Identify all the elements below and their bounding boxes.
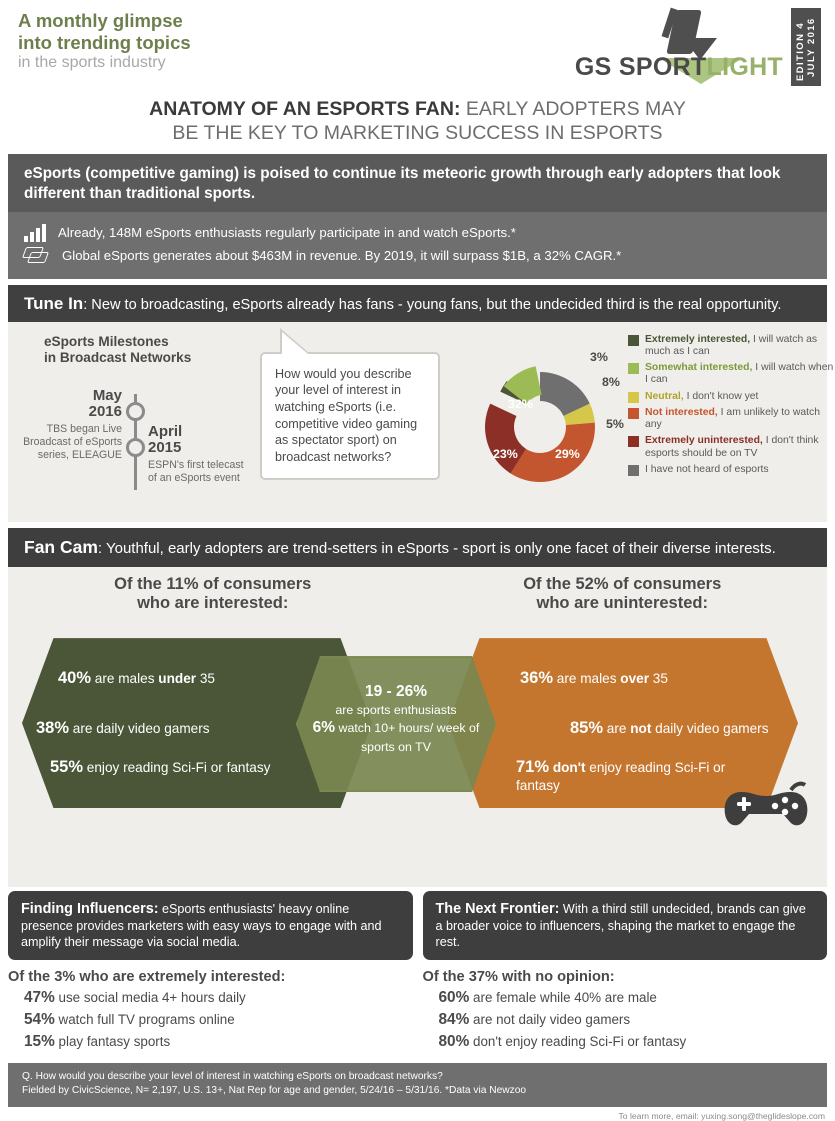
- bottom-left-heading: Of the 3% who are extremely interested:: [8, 969, 286, 986]
- tagline-line-1: A monthly glimpse: [18, 10, 183, 31]
- pie-label-not-heard: 32%: [508, 396, 533, 411]
- tunein-header: [8, 285, 827, 322]
- intro-stats: [8, 212, 827, 279]
- bottom-left-item-num: 15%: [24, 1033, 55, 1051]
- bottom-left-item: [24, 989, 413, 1007]
- legend-label-bold: Extremely interested,: [645, 333, 751, 345]
- tagline-line-2: into trending topics: [18, 31, 191, 53]
- legend-label-rest: I will watch when I can: [645, 362, 834, 386]
- pie-label-somewhat-interested: 8%: [602, 374, 620, 389]
- finding-influencers-text: eSports enthusiasts' heavy online presence provides marketers with easy ways to engage with and amplify their message via social media.: [21, 901, 382, 950]
- bottom-right-item-num: 60%: [438, 989, 470, 1007]
- timeline-dot: [126, 438, 145, 457]
- brand-block: [533, 8, 821, 86]
- bar-chart-icon: [24, 224, 46, 242]
- legend-label-rest: I am unlikely to watch any: [645, 406, 820, 431]
- next-frontier-title: The Next Frontier:: [435, 900, 560, 917]
- footer-contact: To learn more, email: yuxing.song@theglideslope.com: [618, 1110, 825, 1121]
- bottom-left-column: [8, 891, 413, 1056]
- milestone-date-l2: 2016: [88, 402, 122, 420]
- bottom-right-item: [439, 1033, 828, 1051]
- bottom-right-item-text: don't enjoy reading Sci-Fi or fantasy: [469, 1034, 687, 1050]
- venn-right-item-text: don't enjoy reading Sci-Fi or fantasy: [516, 760, 726, 793]
- fancam-text: : Youthful, early adopters are trend-setters in eSports - sport is only one facet of their diverse interests.: [97, 539, 776, 557]
- venn-left-item: [50, 757, 280, 778]
- legend-item: [628, 464, 834, 476]
- stat-text: Already, 148M eSports enthusiasts regularly participate in and watch eSports.*: [58, 225, 516, 240]
- bottom-left-item-num: 47%: [24, 989, 55, 1007]
- bottom-right-heading: Of the 37% with no opinion:: [422, 969, 615, 986]
- fancam-label: Fan Cam: [24, 536, 98, 557]
- fancam-left-heading-l2: who are interested:: [137, 594, 289, 613]
- legend-item: [628, 435, 834, 460]
- venn-overlap-text-2: watch 10+ hours/ week of sports on TV: [335, 721, 480, 754]
- bottom-right-item-text: are not daily video gamers: [469, 1012, 631, 1028]
- brand-title: [575, 53, 783, 82]
- pie-label-extremely-uninterested: 23%: [493, 446, 518, 461]
- tunein-label: Tune In: [24, 293, 84, 313]
- legend-label-rest: I don't think esports should be on TV: [645, 435, 819, 459]
- milestones-title-l2: in Broadcast Networks: [44, 349, 192, 365]
- interest-donut-chart: [460, 342, 630, 502]
- spotlight-lamp-icon: [533, 8, 783, 86]
- legend-label-rest: I don't know yet: [683, 390, 759, 402]
- bottom-left-item-text: watch full TV programs online: [54, 1012, 235, 1028]
- milestones-timeline: [22, 366, 252, 516]
- milestone-date-l2: 2015: [148, 438, 182, 456]
- legend-swatch: [628, 363, 639, 374]
- venn-left-item-num: 55%: [50, 758, 84, 777]
- bottom-right-item: [439, 1011, 828, 1029]
- edition-date: JULY 2016: [806, 17, 817, 77]
- fancam-panel: [8, 567, 827, 887]
- legend-label-rest: I have not heard of esports: [645, 463, 769, 475]
- venn-left-item: [58, 668, 298, 689]
- bottom-left-item-text: use social media 4+ hours daily: [54, 990, 246, 1006]
- fancam-right-heading-l1: Of the 52% of consumers: [523, 574, 722, 593]
- venn-left-item-text: enjoy reading Sci-Fi or fantasy: [83, 760, 271, 776]
- legend-swatch: [628, 408, 639, 419]
- finding-influencers-title: Finding Influencers:: [21, 900, 159, 917]
- legend-label-rest: I will watch as much as I can: [645, 333, 818, 357]
- legend-label-bold: Not interested,: [645, 406, 718, 418]
- venn-left-item-text: are daily video gamers: [69, 721, 210, 737]
- venn-right-item: [516, 757, 726, 795]
- stat-row: [24, 247, 811, 265]
- bottom-right-item-num: 80%: [438, 1033, 470, 1051]
- stat-row: [24, 224, 811, 242]
- fancam-right-heading: [418, 575, 828, 615]
- fancam-right-heading-l2: who are uninterested:: [536, 594, 708, 613]
- legend-item: [628, 391, 834, 403]
- money-icon: [24, 247, 50, 265]
- brand-gs: GS SPORT: [574, 53, 707, 81]
- fancam-header: [8, 528, 827, 567]
- footer: [8, 1063, 827, 1107]
- edition-number: EDITION 4: [795, 21, 806, 81]
- milestone-desc: ESPN's first telecast of an eSports event: [148, 458, 244, 484]
- finding-influencers-card: [8, 891, 413, 961]
- venn-right-item-num: 71%: [516, 758, 550, 777]
- legend-label-bold: Somewhat interested,: [645, 362, 753, 374]
- legend-swatch: [628, 392, 639, 403]
- venn-right-item-text: are males over 35: [553, 671, 668, 687]
- pie-label-neutral: 5%: [606, 416, 624, 431]
- next-frontier-card: [423, 891, 828, 961]
- bottom-left-item: [24, 1011, 413, 1029]
- title-line2: BE THE KEY TO MARKETING SUCCESS IN ESPORTS: [172, 122, 663, 145]
- venn-right-item: [520, 668, 780, 689]
- pie-label-not-interested: 29%: [555, 446, 580, 461]
- bottom-right-item-num: 84%: [438, 1011, 470, 1029]
- next-frontier-text: With a third still undecided, brands can give a broader voice to influencers, shaping the market to engage the rest.: [435, 901, 806, 950]
- bottom-left-item: [24, 1033, 413, 1051]
- milestone-date-l1: April: [148, 423, 183, 441]
- legend-swatch: [628, 465, 639, 476]
- brand-light: LIGHT: [706, 53, 783, 81]
- venn-right-item-num: 36%: [520, 669, 554, 688]
- footer-line-1: Q. How would you describe your level of interest in watching eSports on broadcast networks?: [22, 1071, 443, 1083]
- venn-left-item: [36, 718, 286, 739]
- intro-headline: eSports (competitive gaming) is poised to continue its meteoric growth through early adopters that look different than traditional sports.: [8, 154, 827, 212]
- venn-left-item-text: are males under 35: [91, 671, 215, 687]
- bottom-right-column: [423, 891, 828, 1056]
- legend-swatch: [628, 436, 639, 447]
- title-line1-rest: EARLY ADOPTERS MAY: [460, 98, 686, 120]
- timeline-dot: [126, 402, 145, 421]
- venn-overlap-text-1: are sports enthusiasts: [335, 703, 457, 718]
- venn-right-item-text: are not daily video gamers: [603, 721, 769, 737]
- venn-left-item-num: 40%: [58, 669, 92, 688]
- legend-item: [628, 334, 834, 359]
- bottom-right-item-text: are female while 40% are male: [469, 990, 657, 1006]
- venn-overlap-num-1: 19 - 26%: [364, 683, 428, 701]
- bottom-left-item-text: play fantasy sports: [54, 1034, 171, 1050]
- page-title: [0, 95, 835, 154]
- milestone-desc: TBS began Live Broadcast of eSports series, ELEAGUE: [23, 422, 122, 462]
- legend-item: [628, 362, 834, 387]
- tunein-text: : New to broadcasting, eSports already has fans - young fans, but the undecided third is the real opportunity.: [83, 296, 782, 313]
- title-line1-bold: ANATOMY OF AN ESPORTS FAN:: [149, 98, 461, 120]
- pie-label-extremely-interested: 3%: [590, 349, 608, 364]
- legend-label-bold: Extremely uninterested,: [645, 435, 763, 447]
- legend-label-bold: Neutral,: [645, 390, 684, 402]
- footer-line-2: Fielded by CivicScience, N= 2,197, U.S. 13+, Nat Rep for age and gender, 5/24/16 – 5/31/16. *Data via Newzoo: [22, 1085, 527, 1097]
- survey-question-bubble: How would you describe your level of interest in watching eSports (i.e. competitive video gaming as spectator sport) on broadcast networks?: [260, 352, 440, 480]
- header: [0, 0, 835, 95]
- venn-right-item: [570, 718, 820, 739]
- stat-text: Global eSports generates about $463M in revenue. By 2019, it will surpass $1B, a 32% CAGR.*: [62, 248, 622, 263]
- venn-overlap-text: [308, 682, 484, 755]
- venn-diagram: [8, 620, 827, 835]
- chart-legend: [628, 334, 834, 481]
- milestone-item: [22, 388, 122, 462]
- fancam-left-heading-l1: Of the 11% of consumers: [114, 574, 312, 593]
- venn-right-item-num: 85%: [570, 719, 604, 738]
- milestone-date-l1: May: [92, 387, 122, 405]
- bottom-right-item: [439, 989, 828, 1007]
- milestones-title-l1: eSports Milestones: [44, 333, 169, 349]
- edition-badge: [791, 8, 821, 86]
- venn-overlap-num-2: 6%: [312, 719, 336, 737]
- gamepad-icon: [721, 776, 817, 832]
- fancam-left-heading: [8, 575, 418, 615]
- tunein-panel: [8, 322, 834, 522]
- legend-item: [628, 407, 834, 432]
- venn-left-item-num: 38%: [36, 719, 70, 738]
- milestone-item: [148, 424, 250, 485]
- bottom-left-item-num: 54%: [24, 1011, 55, 1029]
- bottom-section: [8, 891, 827, 1056]
- tagline-line-3: in the sports industry: [18, 53, 166, 71]
- legend-swatch: [628, 335, 639, 346]
